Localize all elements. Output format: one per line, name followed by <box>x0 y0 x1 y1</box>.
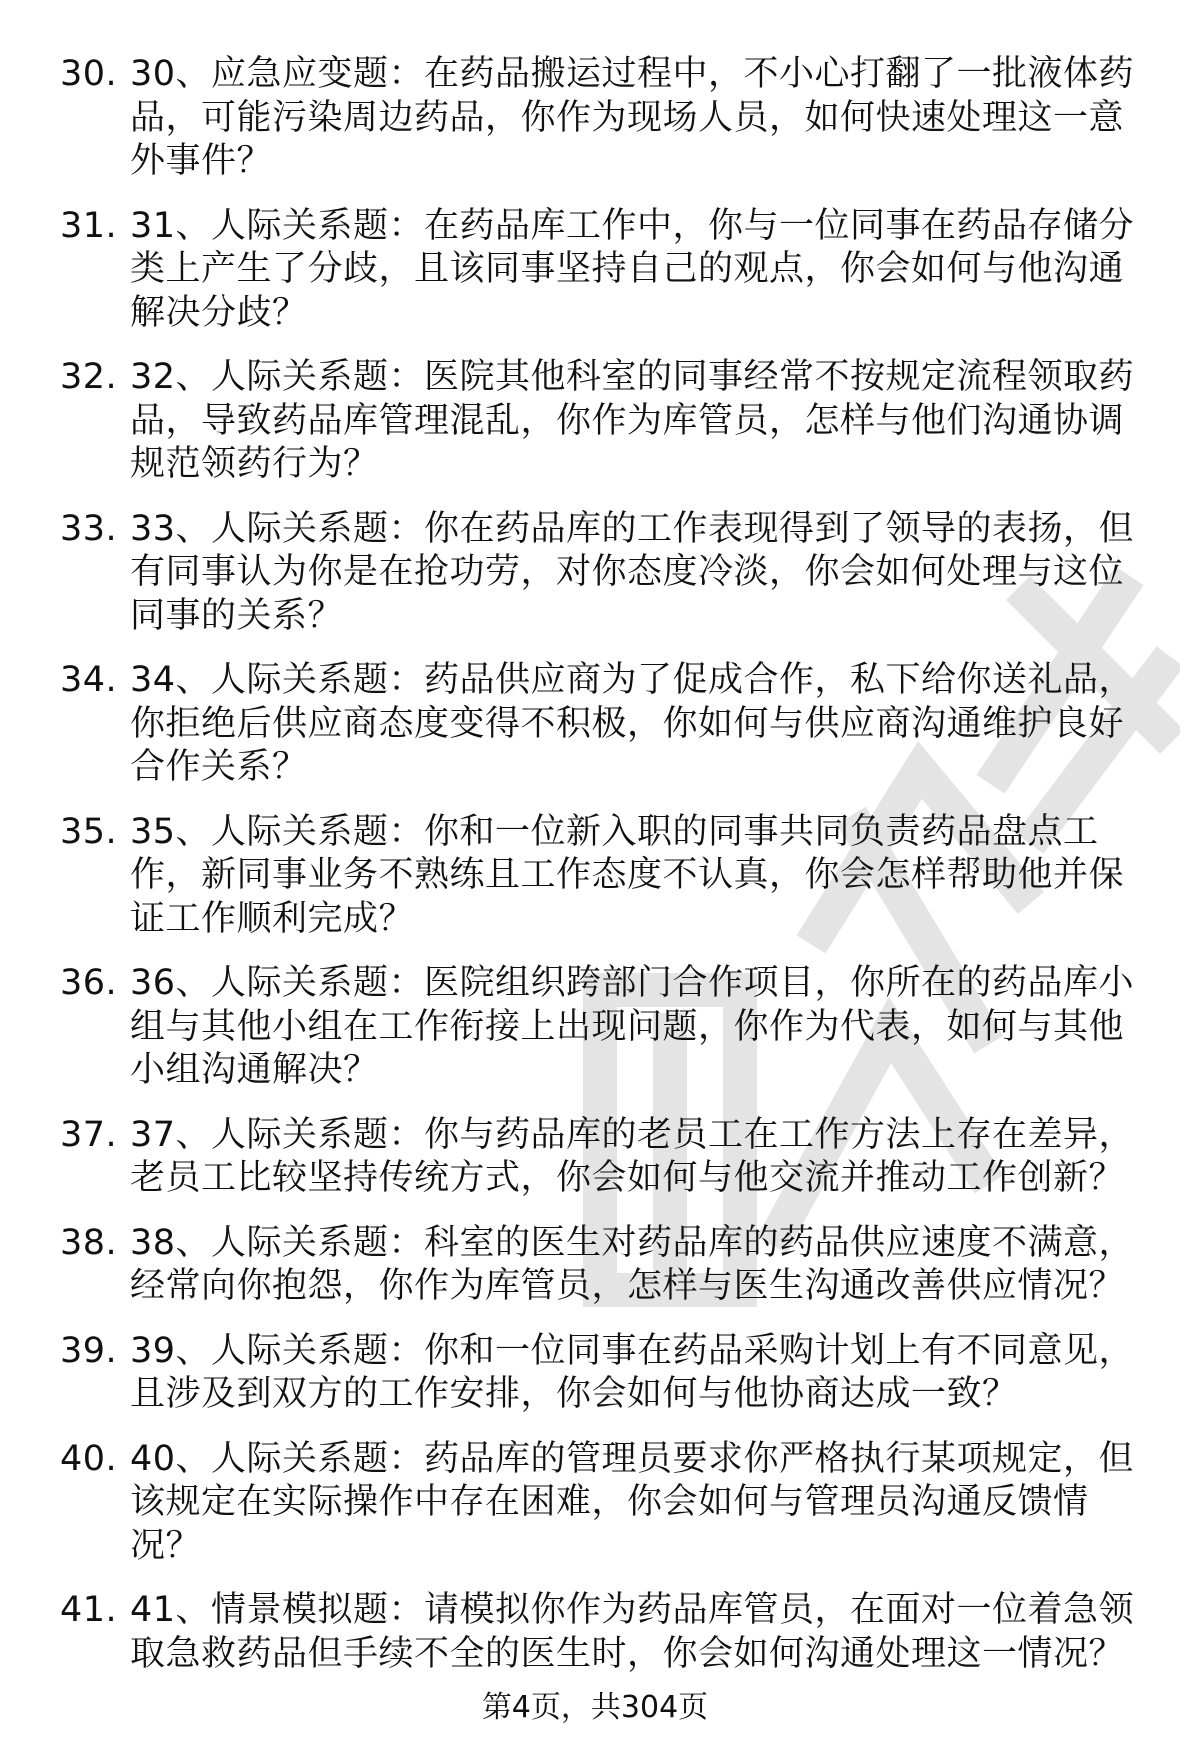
question-list <box>60 53 1150 1697</box>
question-text: 31、人际关系题：在药品库工作中，你与一位同事在药品存储分类上产生了分歧，且该同事坚持自己的观点，你会如何与他沟通解决分歧？ <box>130 205 1135 333</box>
list-item <box>60 53 1150 184</box>
question-text: 40、人际关系题：药品库的管理员要求你严格执行某项规定，但该规定在实际操作中存在困难，你会如何与管理员沟通反馈情况？ <box>130 1438 1135 1566</box>
list-item <box>60 356 1150 487</box>
question-text: 32、人际关系题：医院其他科室的同事经常不按规定流程领取药品，导致药品库管理混乱，你作为库管员，怎样与他们沟通协调规范领药行为？ <box>130 357 1135 484</box>
question-text: 41、情景模拟题：请模拟你作为药品库管员，在面对一位着急领取急救药品但手续不全的医生时，你会如何沟通处理这一情况？ <box>130 1590 1135 1674</box>
list-item <box>60 1222 1150 1309</box>
question-number: 35. <box>60 811 118 852</box>
question-number: 36. <box>60 963 118 1003</box>
question-number: 30. <box>60 54 118 94</box>
list-item <box>60 1589 1150 1676</box>
list-item <box>60 1114 1150 1201</box>
question-text: 34、人际关系题：药品供应商为了促成合作，私下给你送礼品，你拒绝后供应商态度变得不积极，你如何与供应商沟通维护良好合作关系？ <box>130 660 1135 787</box>
question-text: 39、人际关系题：你和一位同事在药品采购计划上有不同意见，且涉及到双方的工作安排，你会如何与他协商达成一致？ <box>130 1330 1135 1414</box>
question-text: 37、人际关系题：你与药品库的老员工在工作方法上存在差异，老员工比较坚持传统方式，你会如何与他交流并推动工作创新？ <box>130 1114 1135 1198</box>
question-text: 35、人际关系题：你和一位新入职的同事共同负责药品盘点工作，新同事业务不熟练且工作态度不认真，你会怎样帮助他并保证工作顺利完成？ <box>130 811 1125 939</box>
list-item <box>60 962 1150 1093</box>
question-number: 39. <box>60 1330 118 1371</box>
question-number: 32. <box>60 357 118 397</box>
list-item <box>60 811 1150 942</box>
question-number: 41. <box>60 1590 118 1630</box>
list-item <box>60 508 1150 639</box>
question-text: 38、人际关系题：科室的医生对药品库的药品供应速度不满意，经常向你抱怨，你作为库管员，怎样与医生沟通改善供应情况？ <box>130 1222 1135 1306</box>
list-item <box>60 659 1150 790</box>
list-item <box>60 1330 1150 1417</box>
question-text: 30、应急应变题：在药品搬运过程中，不小心打翻了一批液体药品，可能污染周边药品，你作为现场人员，如何快速处理这一意外事件？ <box>130 54 1135 181</box>
question-number: 34. <box>60 660 118 700</box>
question-text: 33、人际关系题：你在药品库的工作表现得到了领导的表扬，但有同事认为你是在抢功劳，对你态度冷淡，你会如何处理与这位同事的关系？ <box>130 508 1135 636</box>
list-item <box>60 205 1150 336</box>
question-number: 31. <box>60 205 118 246</box>
question-number: 33. <box>60 508 118 549</box>
question-number: 37. <box>60 1114 118 1155</box>
question-number: 38. <box>60 1222 118 1263</box>
list-item <box>60 1438 1150 1569</box>
question-number: 40. <box>60 1438 118 1479</box>
page-number-footer: 第4页，共304页 <box>481 1690 709 1725</box>
question-text: 36、人际关系题：医院组织跨部门合作项目，你所在的药品库小组与其他小组在工作衔接上出现问题，你作为代表，如何与其他小组沟通解决？ <box>130 963 1135 1090</box>
